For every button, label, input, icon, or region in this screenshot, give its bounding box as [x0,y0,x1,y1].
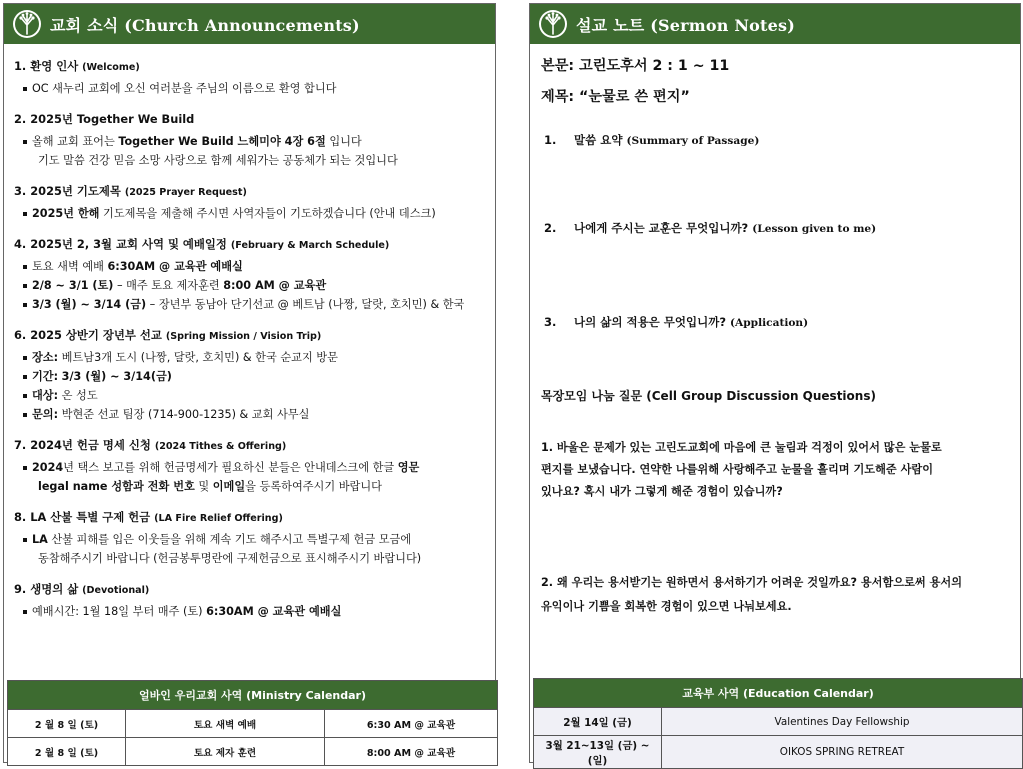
announcement-section [14,509,487,568]
announcement-section [14,236,487,314]
bullet-item: 2024년 택스 보고를 위해 헌금명세가 필요하신 분들은 안내데스크에 한글 영문 [14,458,487,477]
discussion-question-2: 2. 왜 우리는 용서받기는 원하면서 용서하기가 어려운 것일까요? 용서함으로써 용서의 유익이나 기쁨을 회복한 경험이 있으면 나눠보세요. [541,576,963,613]
church-tree-logo-icon [12,9,42,39]
discussion-question-1: 1. 바울은 문제가 있는 고린도교회에 마음에 큰 눌림과 걱정이 있어서 많은 눈물로 편지를 보냈습니다. 연약한 나를위해 사랑해주고 눈물을 흘리며 기도해준 사람이 있나요? 혹시 내가 그렇게 해준 경험이 있습니까? [541,441,942,498]
bullet-item: 토요 새벽 예배 6:30AM @ 교육관 예배실 [14,257,487,276]
ministry-calendar-title: 얼바인 우리교회 사역 (Ministry Calendar) [8,681,498,710]
table-row [8,710,498,738]
announcements-panel [3,3,496,763]
table-row [534,736,1023,769]
announcement-section [14,581,487,621]
announcement-section-title: 6. 2025 상반기 장년부 선교 (Spring Mission / Vision Trip) [14,328,322,342]
announcement-section [14,111,487,170]
date-cell: 2 월 8 일 (토) [8,710,126,738]
announcement-section-title: 1. 환영 인사 (Welcome) [14,59,140,73]
question-lesson: 2. 나에게 주시는 교훈은 무엇입니까? (Lesson given to me) [544,221,877,235]
announcement-section [14,327,487,424]
bullet-item: 장소: 베트남3개 도시 (나짱, 달랏, 호치민) & 한국 순교지 방문 [14,348,487,367]
bullet-continuation: 기도 말씀 건강 믿음 소망 사랑으로 함께 세워가는 공동체가 되는 것입니다 [38,154,398,167]
sermon-notes-body [541,56,1012,619]
announcement-section-title: 9. 생명의 삶 (Devotional) [14,582,150,596]
church-tree-logo-icon [538,9,568,39]
bullet-item: 문의: 박현준 선교 팀장 (714-900-1235) & 교회 사무실 [14,405,487,424]
bullet-item: 예배시간: 1월 18일 부터 매주 (토) 6:30AM @ 교육관 예배실 [14,602,487,621]
announcement-section-title: 2. 2025년 Together We Build [14,112,195,126]
ministry-calendar-table [7,680,498,766]
bullet-item: OC 새누리 교회에 오신 여러분을 주님의 이름으로 환영 합니다 [14,79,487,98]
date-cell: 3월 21~13일 (금) ~ (일) [534,736,662,769]
sermon-header [530,4,1020,44]
sermon-subject: 제목: “눈물로 쓴 편지” [541,89,690,105]
sermon-panel [529,3,1021,767]
event-cell: OIKOS SPRING RETREAT [662,736,1023,769]
bullet-item: 3/3 (월) ~ 3/14 (금) – 장년부 동남아 단기선교 @ 베트남 (나짱, 달랏, 호치민) & 한국 [14,295,487,314]
announcements-title: 교회 소식 (Church Announcements) [50,15,360,35]
time-cell: 6:30 AM @ 교육관 [325,710,498,738]
announcements-list [14,58,487,634]
sermon-title: 설교 노트 (Sermon Notes) [576,15,795,35]
bullet-item: 2025년 한해 기도제목을 제출해 주시면 사역자들이 기도하겠습니다 (안내 데스크) [14,204,487,223]
date-cell: 2 월 8 일 (토) [8,738,126,766]
bullet-continuation: 동참해주시기 바랍니다 (헌금봉투명란에 구제헌금으로 표시해주시기 바랍니다) [38,552,422,565]
announcement-section-title: 8. LA 산불 특별 구제 헌금 (LA Fire Relief Offering) [14,510,283,524]
bullet-item: 대상: 온 성도 [14,386,487,405]
sermon-passage: 본문: 고린도후서 2 : 1 ~ 11 [541,58,730,74]
table-row [8,738,498,766]
bullet-item: 기간: 3/3 (월) ~ 3/14(금) [14,367,487,386]
event-cell: Valentines Day Fellowship [662,708,1023,736]
question-application: 3. 나의 삶의 적용은 무엇입니까? (Application) [544,315,809,329]
announcement-section [14,437,487,496]
question-summary: 1. 말씀 요약 (Summary of Passage) [544,133,760,147]
bullet-continuation: legal name 성함과 전화 번호 및 이메일을 등록하여주시기 바랍니다 [38,480,382,493]
date-cell: 2월 14일 (금) [534,708,662,736]
time-cell: 8:00 AM @ 교육관 [325,738,498,766]
education-calendar-table [533,678,1023,769]
announcement-section-title: 3. 2025년 기도제목 (2025 Prayer Request) [14,184,247,198]
event-cell: 토요 제자 훈련 [126,738,325,766]
bullet-item: 올해 교회 표어는 Together We Build 느헤미야 4장 6절 입니다 [14,132,487,151]
education-calendar-title: 교육부 사역 (Education Calendar) [534,679,1023,708]
announcement-section-title: 7. 2024년 헌금 명세 신청 (2024 Tithes & Offering) [14,438,287,452]
bullet-item: LA 산불 피해를 입은 이웃들을 위해 계속 기도 해주시고 특별구제 헌금 모금에 [14,530,487,549]
table-row [534,708,1023,736]
announcement-section-title: 4. 2025년 2, 3월 교회 사역 및 예배일정 (February & March Schedule) [14,237,390,251]
bullet-item: 2/8 ~ 3/1 (토) – 매주 토요 제자훈련 8:00 AM @ 교육관 [14,276,487,295]
discussion-title: 목장모임 나눔 질문 (Cell Group Discussion Questions) [541,389,876,403]
event-cell: 토요 새벽 예배 [126,710,325,738]
announcement-section [14,183,487,223]
announcements-header [4,4,495,44]
announcement-section [14,58,487,98]
